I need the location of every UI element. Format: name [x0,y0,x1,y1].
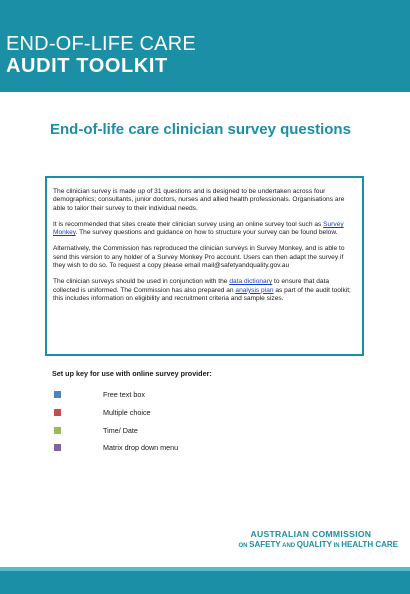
intro-p4-text-before: The clinician surveys should be used in conjunction with the [53,278,230,286]
page-title: End-of-life care clinician survey questions [50,121,351,138]
intro-paragraph-1: The clinician survey is made up of 31 questions and is designed to be undertaken across four demographics; consultants, junior doctors, nurses and allied health professionals. Organisations are able to tailor their survey to their individual needs. [53,188,345,212]
data-dictionary-link[interactable]: data dictionary [229,278,273,286]
logo-line2 [238,539,398,552]
legend-label: Matrix drop down menu [103,443,179,452]
intro-p2-text-after: . The survey questions and guidance on how to structure your survey can be found below. [75,229,338,237]
intro-p4-text-mid: to ensure that data collected is uniformed. The Commission has also prepared an [53,278,330,294]
legend-item-matrix [54,444,254,454]
footer-bar [0,567,410,594]
header-banner [0,0,410,92]
intro-p2-text-before: It is recommended that sites create their clinician survey using an online survey tool such as [53,220,324,228]
intro-p4-text-after: as part of the audit toolkit; this includes information on eligibility and recruitment criteria and sample sizes. [53,286,351,302]
legend-label: Free text box [103,390,145,399]
intro-paragraph-2 [53,221,356,238]
swatch-green [54,427,61,434]
swatch-purple [54,444,61,451]
survey-monkey-link[interactable]: Survey Monkey [53,220,344,237]
legend-label: Multiple choice [103,408,151,417]
header-title-line1: END-OF-LIFE CARE [6,33,196,55]
intro-box [45,176,364,356]
legend-item-free-text [54,391,254,401]
swatch-red [54,409,61,416]
intro-paragraph-3: Alternatively, the Commission has reproduced the clinician surveys in Survey Monkey, and is able to send this version to any holder of a Survey Monkey Pro account. Users can then adapt the survey if they wish to do so. To request a copy please email mail@safetyandquality.gov.au [53,245,345,270]
legend-label: Time/ Date [103,426,138,435]
logo-line1: AUSTRALIAN COMMISSION [250,529,372,539]
logo-in: IN [333,543,342,549]
logo-on: ON [238,543,250,549]
footer-stripe [0,567,410,571]
logo-health-care: HEALTH CARE [341,540,398,549]
logo-and: AND [282,543,297,549]
logo-quality: QUALITY [296,540,332,549]
intro-paragraph-4 [53,278,356,303]
header-title-line2: AUDIT TOOLKIT [6,55,168,77]
legend-item-time-date [54,427,254,437]
logo-safety: SAFETY [249,540,281,549]
commission-logo [238,529,398,552]
swatch-blue [54,391,61,398]
legend-heading: Set up key for use with online survey provider: [52,369,212,378]
legend-item-multiple-choice [54,409,254,419]
analysis-plan-link[interactable]: analysis plan [235,286,274,294]
